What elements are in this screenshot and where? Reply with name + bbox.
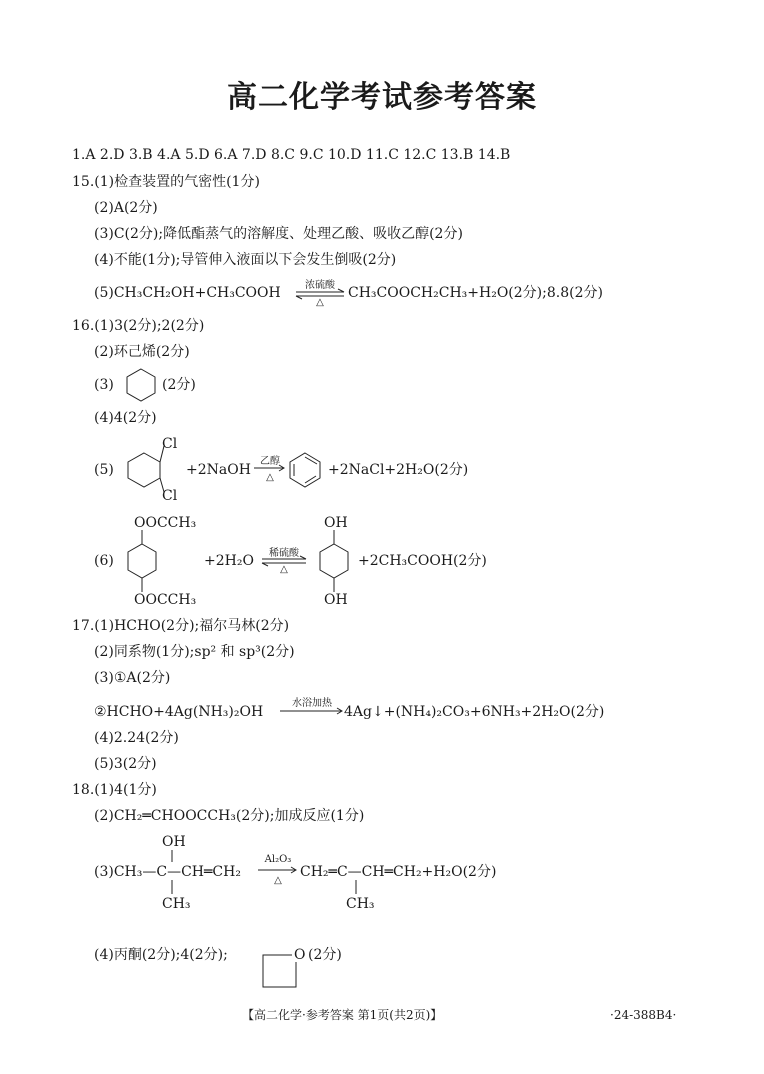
q17-part2: (2)同系物(1分);sp² 和 sp³(2分) xyxy=(94,644,295,660)
q16-part2: (2)环己烯(2分) xyxy=(94,344,190,360)
q18-condition-bottom: △ xyxy=(274,875,282,886)
q17-part4: (4)2.24(2分) xyxy=(94,730,179,746)
page-title: 高二化学考试参考答案 xyxy=(227,80,537,115)
page-footer: 【高二化学·参考答案 第1页(共2页)】 xyxy=(242,1008,443,1022)
q16-part5-reagent: +2NaOH xyxy=(186,462,251,478)
q17-part1: 17.(1)HCHO(2分);福尔马林(2分) xyxy=(72,618,290,634)
dichlorocyclohexane-structure-icon xyxy=(124,452,164,488)
q18-part1: 18.(1)4(1分) xyxy=(72,782,157,798)
q16-part3-label: (3) xyxy=(94,377,114,393)
q16-part6-condition-bottom: △ xyxy=(280,564,288,575)
q18-oh: OH xyxy=(162,834,186,850)
q18-part4-text: (4)丙酮(2分);4(2分); xyxy=(94,947,228,963)
q17-part5: (5)3(2分) xyxy=(94,756,157,772)
q15-part5-reactants: (5)CH₃CH₂OH+CH₃COOH xyxy=(94,285,281,301)
q17-condition-top: 水浴加热 xyxy=(292,698,332,709)
q18-ch3-right: CH₃ xyxy=(346,896,375,912)
q15-part1: 15.(1)检查装置的气密性(1分) xyxy=(72,174,260,190)
q18-ch3-left: CH₃ xyxy=(162,896,191,912)
q16-part1: 16.(1)3(2分);2(2分) xyxy=(72,318,205,334)
q15-condition-bottom: △ xyxy=(316,297,324,308)
document-code: ·24-388B4· xyxy=(610,1008,677,1022)
q15-part4: (4)不能(1分);导管伸入液面以下会发生倒吸(2分) xyxy=(94,252,397,268)
q16-part5-products: +2NaCl+2H₂O(2分) xyxy=(328,462,469,478)
q16-part4: (4)4(2分) xyxy=(94,410,157,426)
q15-part3: (3)C(2分);降低酯蒸气的溶解度、处理乙酸、吸收乙醇(2分) xyxy=(94,226,463,242)
q16-part6-condition-top: 稀硫酸 xyxy=(269,548,299,559)
benzene-structure-icon xyxy=(288,452,322,488)
q15-condition-top: 浓硫酸 xyxy=(305,280,335,291)
q16-part6-label: (6) xyxy=(94,553,114,569)
q16-part6-products: +2CH₃COOH(2分) xyxy=(358,553,487,569)
bond-line-icon xyxy=(354,880,358,896)
q16-part5-condition-top: 乙醇 xyxy=(260,456,280,467)
q15-part2: (2)A(2分) xyxy=(94,200,158,216)
q18-oxygen: O xyxy=(294,947,306,963)
q16-part6-reagent: +2H₂O xyxy=(204,553,254,569)
oxetane-structure-icon xyxy=(262,954,298,988)
cyclohexanediol-structure-icon xyxy=(316,530,352,594)
multiple-choice-answers: 1.A 2.D 3.B 4.A 5.D 6.A 7.D 8.C 9.C 10.D 11.C 12.C 13.B 14.B xyxy=(72,147,511,163)
q18-part4-score: (2分) xyxy=(308,947,342,963)
q16-part6-oh-top: OH xyxy=(324,515,348,531)
q16-part3-score: (2分) xyxy=(162,377,196,393)
q16-part5-condition-bottom: △ xyxy=(266,472,274,483)
diacetoxycyclohexane-structure-icon xyxy=(124,530,160,594)
q16-cl-bottom: Cl xyxy=(162,488,178,504)
q18-part3-reactant: (3)CH₃—C—CH═CH₂ xyxy=(94,864,241,880)
q17-part3-equation-right: 4Ag↓+(NH₄)₂CO₃+6NH₃+2H₂O(2分) xyxy=(344,704,605,720)
q17-part3: (3)①A(2分) xyxy=(94,670,171,686)
q16-cl-top: Cl xyxy=(162,436,178,452)
q16-part6-oh-bottom: OH xyxy=(324,592,348,608)
q16-part6-ester-top: OOCCH₃ xyxy=(134,515,197,531)
q16-part5-label: (5) xyxy=(94,462,114,478)
q15-part5-products: CH₃COOCH₂CH₃+H₂O(2分);8.8(2分) xyxy=(348,285,603,301)
q18-condition-top: Al₂O₃ xyxy=(264,854,292,865)
cyclohexane-structure-icon xyxy=(124,368,158,402)
q18-part2: (2)CH₂═CHOOCCH₃(2分);加成反应(1分) xyxy=(94,808,365,824)
reaction-arrow-icon xyxy=(254,465,286,471)
q16-part6-ester-bottom: OOCCH₃ xyxy=(134,592,197,608)
q18-part3-product: CH₂═C—CH═CH₂+H₂O(2分) xyxy=(300,864,497,880)
reaction-arrow-icon xyxy=(258,867,298,873)
q17-part3-equation-left: ②HCHO+4Ag(NH₃)₂OH xyxy=(94,704,264,720)
reaction-arrow-icon xyxy=(280,708,344,714)
